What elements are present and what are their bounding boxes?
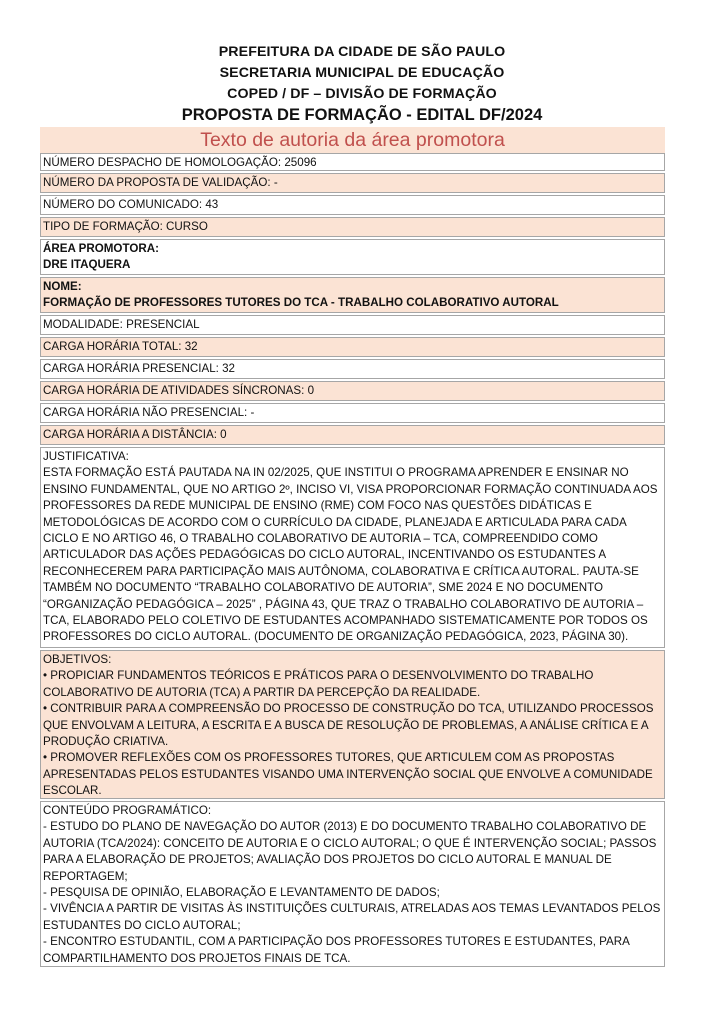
justificativa-label: JUSTIFICATIVA:: [43, 450, 129, 463]
conteudo-item: - PESQUISA DE OPINIÃO, ELABORAÇÃO E LEVANTAMENTO DE DADOS;: [43, 886, 440, 900]
field-nome: [40, 277, 665, 313]
objetivos-label: OBJETIVOS:: [43, 653, 112, 666]
header-secretaria: SECRETARIA MUNICIPAL DE EDUCAÇÃO: [219, 65, 505, 81]
field-ch-total: CARGA HORÁRIA TOTAL: 32: [40, 337, 665, 357]
header-coped: COPED / DF – DIVISÃO DE FORMAÇÃO: [227, 86, 497, 102]
nome-value: FORMAÇÃO DE PROFESSORES TUTORES DO TCA - TRABALHO COLABORATIVO AUTORAL: [43, 296, 559, 310]
justificativa-text: ESTA FORMAÇÃO ESTÁ PAUTADA NA IN 02/2025, QUE INSTITUI O PROGRAMA APRENDER E ENSINAR NO ENSINO FUNDAMENTAL, QUE NO ARTIGO 2º, INCISO VI, VISA PROPORCIONAR FORMAÇÃO CONTINUADA AOS PROFESSORES DA REDE MUNICIPAL DE ENSINO (RME) COM FOCO NAS QUESTÕES DIDÁTICAS E METODOLÓGICAS DE ACORDO COM O CURRÍCULO DA CIDADE, PLANEJADA E ARTICULADA PARA CADA CICLO E NO ARTIGO 46, O TRABALHO COLABORATIVO DE AUTORIA – TCA, COMPREENDIDO COMO ARTICULADOR DAS AÇÕES PEDAGÓGICAS DO CICLO AUTORAL, INCENTIVANDO OS ESTUDANTES A RECONHECEREM PARA PARTICIPAÇÃO MAIS AUTÔNOMA, COLABORATIVA E CRÍTICA AUTORAL. PAUTA-SE TAMBÉM NO DOCUMENTO “TRABALHO COLABORATIVO DE AUTORIA”, SME 2024 E NO DOCUMENTO “ORGANIZAÇÃO PEDAGÓGICA – 2025” , PÁGINA 43, QUE TRAZ O TRABALHO COLABORATIVO DE AUTORIA – TCA, ELABORADO PELO COLETIVO DE ESTUDANTES ACOMPANHADO SISTEMATICAMENTE POR TODOS OS PROFESSORES DO CICLO AUTORAL. (DOCUMENTO DE ORGANIZAÇÃO PEDAGÓGICA, 2023, PÁGINA 30).: [43, 466, 658, 644]
field-ch-nao-presencial: CARGA HORÁRIA NÃO PRESENCIAL: -: [40, 403, 665, 423]
header-proposta: PROPOSTA DE FORMAÇÃO - EDITAL DF/2024: [181, 106, 543, 124]
field-modalidade: MODALIDADE: PRESENCIAL: [40, 315, 665, 335]
field-ch-distancia: CARGA HORÁRIA A DISTÂNCIA: 0: [40, 425, 665, 445]
proposal-form: [40, 127, 665, 969]
conteudo-block: [40, 801, 665, 967]
objetivos-block: [40, 650, 665, 799]
justificativa-block: [40, 447, 665, 648]
area-value: DRE ITAQUERA: [43, 258, 131, 272]
objetivo-item: • CONTRIBUIR PARA A COMPREENSÃO DO PROCESSO DE CONSTRUÇÃO DO TCA, UTILIZANDO PROCESSOS QUE ENVOLVAM A LEITURA, A ESCRITA E A BUSCA DE RESOLUÇÃO DE PROBLEMAS, A ANÁLISE CRÍTICA E A PRODUÇÃO CRIATIVA.: [43, 702, 654, 749]
document-header: [0, 42, 724, 126]
conteudo-item: - ESTUDO DO PLANO DE NAVEGAÇÃO DO AUTOR (2013) E DO DOCUMENTO TRABALHO COLABORATIVO DE AUTORIA (TCA/2024): CONCEITO DE AUTORIA E O CICLO AUTORAL; O QUE É INTERVENÇÃO SOCIAL; PASSOS PARA A ELABORAÇÃO DE PROJETOS; AVALIAÇÃO DOS PROJETOS DO CICLO AUTORAL E MANUAL DE REPORTAGEM;: [43, 820, 657, 883]
area-label: ÁREA PROMOTORA:: [43, 242, 159, 255]
section-title: Texto de autoria da área promotora: [40, 127, 665, 153]
field-proposta: NÚMERO DA PROPOSTA DE VALIDAÇÃO: -: [40, 173, 665, 193]
objetivo-item: • PROMOVER REFLEXÕES COM OS PROFESSORES TUTORES, QUE ARTICULEM COM AS PROPOSTAS APRESENTADAS PELOS ESTUDANTES VISANDO UMA INTERVENÇÃO SOCIAL QUE ENVOLVE A COMUNIDADE ESCOLAR.: [43, 751, 653, 798]
header-prefeitura: PREFEITURA DA CIDADE DE SÃO PAULO: [218, 44, 506, 60]
field-ch-sincronas: CARGA HORÁRIA DE ATIVIDADES SÍNCRONAS: 0: [40, 381, 665, 401]
field-ch-presencial: CARGA HORÁRIA PRESENCIAL: 32: [40, 359, 665, 379]
nome-label: NOME:: [43, 280, 82, 293]
field-tipo: TIPO DE FORMAÇÃO: CURSO: [40, 217, 665, 237]
conteudo-item: - ENCONTRO ESTUDANTIL, COM A PARTICIPAÇÃO DOS PROFESSORES TUTORES E ESTUDANTES, PARA COMPARTILHAMENTO DOS PROJETOS FINAIS DE TCA.: [43, 935, 630, 965]
field-despacho: NÚMERO DESPACHO DE HOMOLOGAÇÃO: 25096: [40, 153, 665, 171]
conteudo-item: - VIVÊNCIA A PARTIR DE VISITAS ÀS INSTITUIÇÕES CULTURAIS, ATRELADAS AOS TEMAS LEVANTADOS PELOS ESTUDANTES DO CICLO AUTORAL;: [43, 902, 661, 932]
field-area-promotora: [40, 239, 665, 275]
objetivo-item: • PROPICIAR FUNDAMENTOS TEÓRICOS E PRÁTICOS PARA O DESENVOLVIMENTO DO TRABALHO COLABORATIVO DE AUTORIA (TCA) A PARTIR DA PERCEPÇÃO DA REALIDADE.: [43, 669, 594, 699]
conteudo-label: CONTEÚDO PROGRAMÁTICO:: [43, 804, 212, 817]
field-comunicado: NÚMERO DO COMUNICADO: 43: [40, 195, 665, 215]
